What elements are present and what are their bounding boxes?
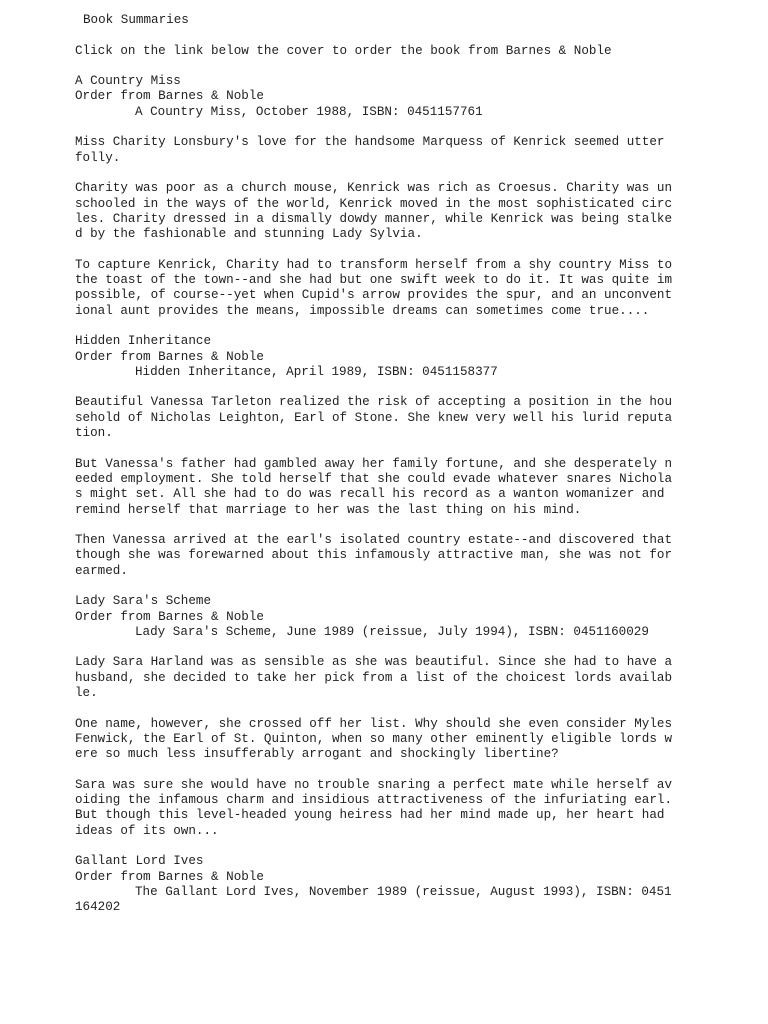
book-title: Lady Sara's Scheme [75,594,212,609]
book-details: Hidden Inheritance, April 1989, ISBN: 0451158377 [135,364,498,379]
document-page [75,13,675,916]
order-link[interactable]: Order from Barnes & Noble [75,89,264,104]
book-summary-paragraph: But Vanessa's father had gambled away her family fortune, and she desperately needed employment. She told herself that she could evade whatever snares Nicholas might set. All she had to do was recall his record as a wanton womanizer and remind herself that marriage to her was the last thing on his mind. [75,456,673,517]
book-entry [75,74,675,334]
book-summary-paragraph: Beautiful Vanessa Tarleton realized the risk of accepting a position in the household of Nicholas Leighton, Earl of Stone. She knew very well his lurid reputation. [75,395,673,441]
book-title: Hidden Inheritance [75,334,212,349]
page-title: Book Summaries [83,13,189,27]
book-entry [75,594,675,854]
order-link[interactable]: Order from Barnes & Noble [75,609,264,624]
book-title: A Country Miss [75,74,181,89]
book-details: The Gallant Lord Ives, November 1989 (reissue, August 1993), ISBN: 0451164202 [75,884,672,915]
book-title: Gallant Lord Ives [75,854,204,869]
book-details: A Country Miss, October 1988, ISBN: 0451157761 [135,104,483,119]
book-details: Lady Sara's Scheme, June 1989 (reissue, July 1994), ISBN: 0451160029 [135,624,649,639]
book-summary-paragraph: Charity was poor as a church mouse, Kenrick was rich as Croesus. Charity was unschooled in the ways of the world, Kenrick moved in the most sophisticated circles. Charity dressed in a dismally dowdy manner, while Kenrick was being stalked by the fashionable and stunning Lady Sylvia. [75,181,673,242]
book-entry [75,854,675,915]
order-instruction: Click on the link below the cover to order the book from Barnes & Noble [75,43,612,58]
order-link[interactable]: Order from Barnes & Noble [75,349,264,364]
book-summary-paragraph: One name, however, she crossed off her list. Why should she even consider Myles Fenwick, the Earl of St. Quinton, when so many other eminently eligible lords were so much less insufferably arrogant and shockingly libertine? [75,716,673,762]
book-summary-paragraph: To capture Kenrick, Charity had to transform herself from a shy country Miss to the toast of the town--and she had but one swift week to do it. It was quite impossible, of course--yet when Cupid's arrow provides the spur, and an unconventional aunt provides the means, impossible dreams can sometimes come true.... [75,257,673,318]
book-entry [75,334,675,594]
order-link[interactable]: Order from Barnes & Noble [75,869,264,884]
book-summary-paragraph: Lady Sara Harland was as sensible as she was beautiful. Since she had to have a husband, she decided to take her pick from a list of the choicest lords available. [75,655,673,701]
book-summary-paragraph: Then Vanessa arrived at the earl's isolated country estate--and discovered that though she was forewarned about this infamously attractive man, she was not forearmed. [75,533,673,578]
book-summary-paragraph: Sara was sure she would have no trouble snaring a perfect mate while herself avoiding the infamous charm and insidious attractiveness of the infuriating earl. But though this level-headed young heiress had her mind made up, her heart had ideas of its own... [75,777,673,838]
book-summary-paragraph: Miss Charity Lonsbury's love for the handsome Marquess of Kenrick seemed utter folly. [75,135,665,165]
